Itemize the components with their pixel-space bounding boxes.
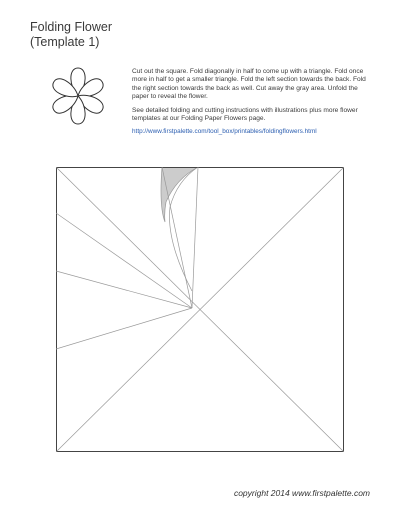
page-subtitle: (Template 1) xyxy=(30,35,100,49)
instructions-paragraph-2: See detailed folding and cutting instructions with illustrations plus more flower templates at our Folding Paper Flowers page. xyxy=(132,106,358,123)
title-block xyxy=(30,20,112,50)
folding-template xyxy=(56,167,344,452)
copyright: copyright 2014 www.firstpalette.com xyxy=(233,488,370,498)
page-title: Folding Flower xyxy=(30,20,112,34)
instructions-link[interactable]: http://www.firstpalette.com/tool_box/printables/foldingflowers.html xyxy=(132,128,317,136)
fold-line xyxy=(56,213,192,308)
fold-line xyxy=(56,308,192,349)
cut-area xyxy=(161,167,198,222)
flower-icon xyxy=(46,64,110,128)
fold-line xyxy=(192,167,198,308)
fold-line xyxy=(56,271,192,308)
instructions xyxy=(132,68,372,137)
instructions-paragraph-1: Cut out the square. Fold diagonally in half to come up with a triangle. Fold once more in half to get a smaller triangle. Fold the left section towards the back. Fold the right section towards the back as well. Cut away the gray area. Unfold the paper to reveal the flower. xyxy=(132,68,366,101)
